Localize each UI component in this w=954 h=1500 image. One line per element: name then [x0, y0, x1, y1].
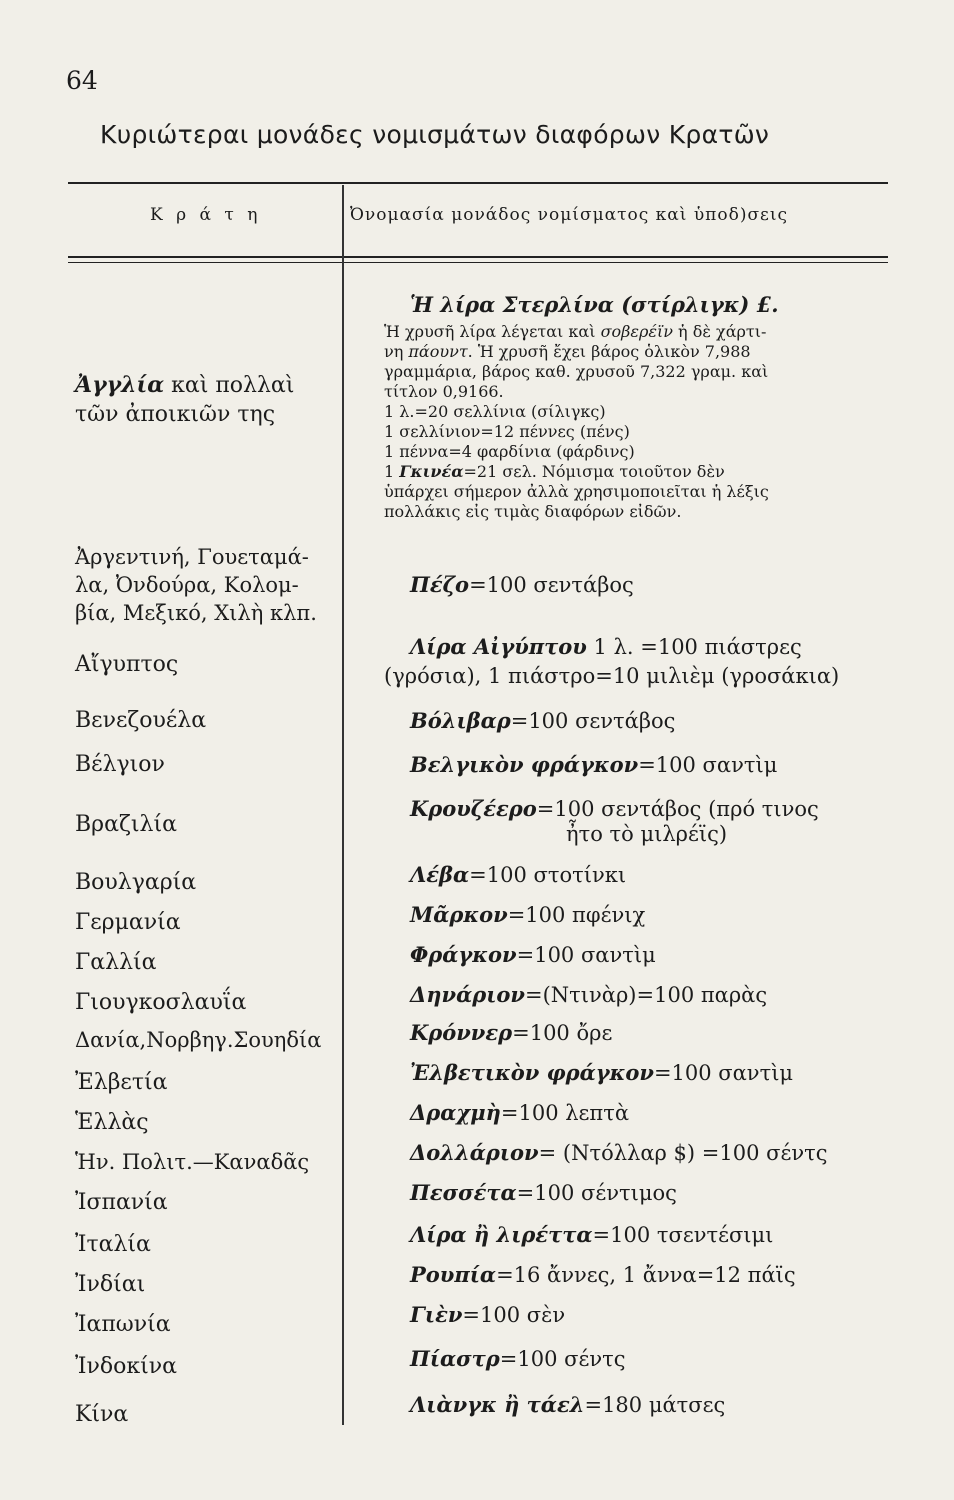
state-row: Ἡν. Πολιτ.—Καναδᾶς	[75, 1150, 310, 1174]
unit-row: Λίρα ἢ λιρέττα=100 τσεντέσιμι	[410, 1222, 774, 1247]
state-row: Ἐλβετία	[75, 1070, 168, 1095]
sterling-description: Ἡ χρυσῆ λίρα λέγεται καὶ σοβερέϊν ἡ δὲ χάρτι- νη πάουντ. Ἡ χρυσῆ ἔχει βάρος ὁλικὸν 7,988 γραμμάρια, βάρος καθ. χρυσοῦ 7,322 γραμ. καὶ τίτλον 0,9166. 1 λ.=20 σελλίνια (σίλιγκς) 1 σελλίνιον=12 πέννες (πένς) 1 πέννα=4 φαρδίνια (φάρδινς) 1 Γκινέα=21 σελ. Νόμισμα τοιοῦτον δὲν ὑπάρχει σήμερον ἀλλὰ χρησιμοποιεῖται ἡ λέξις πολλάκις εἰς τιμὰς διαφόρων εἰδῶν.	[384, 322, 769, 521]
state-row: Βέλγιον	[75, 752, 165, 777]
unit-peso: Πέζο=100 σεντάβος	[410, 572, 634, 597]
header-bottom-rule-thin	[68, 262, 888, 263]
unit-row: Φράγκον=100 σαντὶμ	[410, 942, 656, 967]
unit-egyptian-pound: Λίρα Αἰγύπτου 1 λ. =100 πιάστρες	[410, 634, 802, 659]
state-row: Κίνα	[75, 1402, 129, 1427]
unit-row: Δολλάριον= (Ντόλλαρ $) =100 σέντς	[410, 1140, 828, 1165]
unit-row: Λέβα=100 στοτίνκι	[410, 862, 627, 887]
header-bottom-rule	[68, 256, 888, 258]
unit-row: Γιὲν=100 σὲν	[410, 1302, 566, 1327]
state-row: Βουλγαρία	[75, 870, 197, 895]
page-number: 64	[66, 66, 98, 95]
unit-row: Βελγικὸν φράγκον=100 σαντὶμ	[410, 752, 778, 777]
table-top-rule	[68, 182, 888, 184]
unit-row: Ἐλβετικὸν φράγκον=100 σαντὶμ	[410, 1060, 794, 1085]
unit-row: Κρουζέερο=100 σεντάβος (πρό τινος	[410, 796, 819, 821]
unit-row: Πίαστρ=100 σέντς	[410, 1346, 626, 1371]
state-argentina-group: Ἀργεντινή, Γουεταμά- λα, Ὀνδούρα, Κολομ- βία, Μεξικό, Χιλὴ κλπ.	[75, 545, 317, 625]
unit-row: Δραχμὴ=100 λεπτὰ	[410, 1100, 630, 1125]
unit-row: Δηνάριον=(Ντινὰρ)=100 παρὰς	[410, 982, 768, 1007]
unit-row: Πεσσέτα=100 σέντιμος	[410, 1180, 677, 1205]
unit-row: Κρόννερ=100 ὄρε	[410, 1020, 613, 1045]
unit-row: Λιὰνγκ ἢ τάελ=180 μάτσες	[410, 1392, 726, 1417]
column-divider	[342, 185, 344, 1425]
page-title: Κυριώτεραι μονάδες νομισμάτων διαφόρων Κρατῶν	[100, 120, 770, 149]
state-row: Ἰταλία	[75, 1232, 151, 1257]
state-row: Ἰνδοκίνα	[75, 1354, 177, 1379]
state-row: Βενεζουέλα	[75, 708, 207, 733]
state-row: Ἰσπανία	[75, 1190, 168, 1215]
state-row: Γαλλία	[75, 950, 157, 975]
state-row: Δανία,Νορβηγ.Σουηδία	[75, 1028, 322, 1052]
state-row: Ἰνδίαι	[75, 1272, 146, 1297]
state-england-line2: τῶν ἀποικιῶν της	[75, 402, 276, 427]
unit-egyptian-pound-line2: (γρόσια), 1 πιάστρο=10 μιλιὲμ (γροσάκια)	[384, 664, 840, 688]
state-row: Ἰαπωνία	[75, 1312, 171, 1337]
column-header-units: Ὀνομασία μονάδος νομίσματος καὶ ὑποδ)σεις	[350, 205, 789, 225]
unit-heading-sterling: Ἡ λίρα Στερλίνα (στίρλιγκ) £.	[410, 292, 779, 317]
unit-row: Ρουπία=16 ἄννες, 1 ἄννα=12 πάϊς	[410, 1262, 796, 1287]
state-row: Γερμανία	[75, 910, 181, 935]
unit-row: Μᾶρκον=100 πφένιχ	[410, 902, 646, 927]
state-england: Ἀγγλία καὶ πολλαὶ	[75, 372, 295, 398]
state-egypt: Αἴγυπτος	[75, 652, 179, 677]
column-header-states: Κ ρ ά τ η	[150, 205, 262, 225]
state-row: Ἑλλὰς	[75, 1110, 149, 1135]
state-row: Βραζιλία	[75, 812, 177, 837]
unit-row: Βόλιβαρ=100 σεντάβος	[410, 708, 676, 733]
state-row: Γιουγκοσλαυΐα	[75, 990, 247, 1015]
unit-row-extra: ἦτο τὸ μιλρέϊς)	[566, 822, 728, 846]
